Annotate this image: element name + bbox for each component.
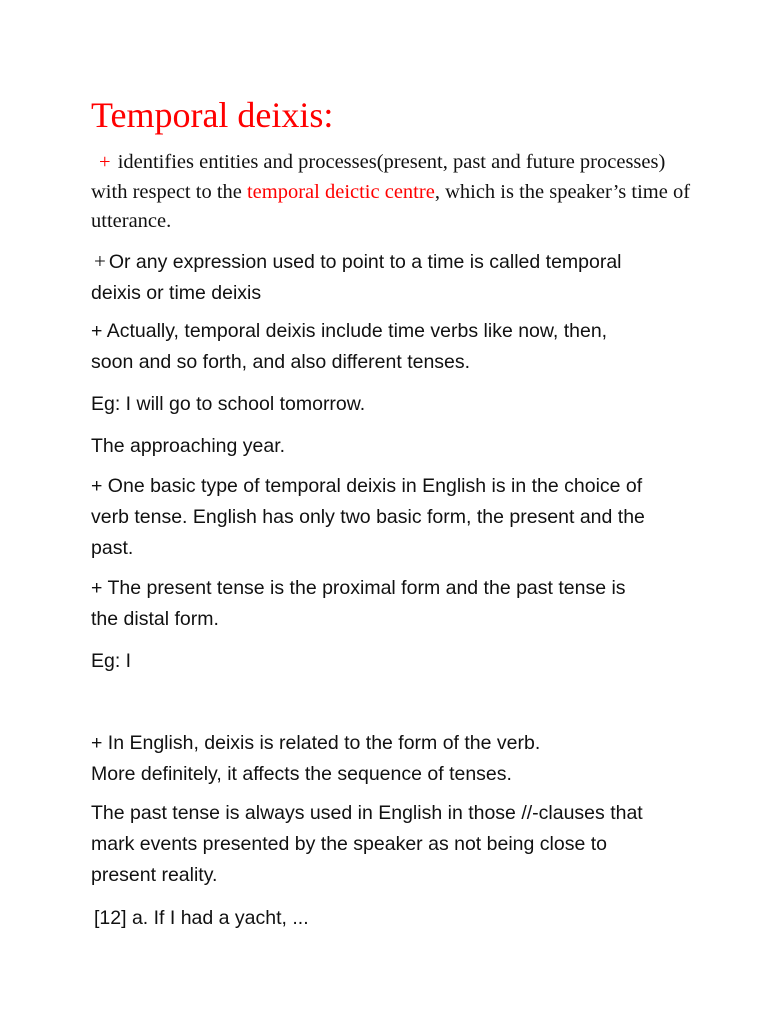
page-title: Temporal deixis: <box>91 95 334 135</box>
example-phrase <box>91 431 711 462</box>
numbered-example <box>94 903 714 934</box>
text-line: The approaching year. <box>91 435 286 457</box>
definition-text-start: identifies entities and processes(present, past and future processes) with respect to the <box>91 151 666 203</box>
text-line: past. <box>91 537 134 559</box>
plus-bullet: + <box>94 249 106 273</box>
paragraph-time-verbs <box>91 316 711 378</box>
text-line: More definitely, it affects the sequence of tenses. <box>91 763 512 785</box>
text-line: the distal form. <box>91 608 219 630</box>
text-line: soon and so forth, and also different tenses. <box>91 351 471 373</box>
paragraph-verb-tense <box>91 471 711 564</box>
text-line: + In English, deixis is related to the form of the verb. <box>91 732 541 754</box>
text-line: present reality. <box>91 864 218 886</box>
paragraph-time-deixis-definition <box>91 246 711 309</box>
text-line: + One basic type of temporal deixis in English is in the choice of <box>91 475 643 497</box>
text-line: [12] a. If I had a yacht, ... <box>94 907 309 929</box>
text-line: mark events presented by the speaker as not being close to <box>91 833 607 855</box>
plus-bullet: + <box>99 151 111 173</box>
paragraph-past-tense-clauses <box>91 798 711 891</box>
highlighted-term: temporal deictic centre <box>246 180 435 203</box>
text-line: deixis or time deixis <box>91 282 262 304</box>
definition-paragraph <box>91 148 701 237</box>
text-line: The past tense is always used in English in those //-clauses that <box>91 802 643 824</box>
text-line <box>91 246 711 278</box>
paragraph-proximal-distal <box>91 573 711 635</box>
text-line-content: Or any expression used to point to a time is called temporal <box>108 251 622 273</box>
example-fragment <box>91 646 711 677</box>
text-line: Eg: I <box>91 650 132 672</box>
text-line: + The present tense is the proximal form and the past tense is <box>91 577 626 599</box>
definition-text-end: , which is the speaker’s time of utterance. <box>91 180 691 232</box>
text-line: + Actually, temporal deixis include time verbs like now, then, <box>91 320 608 342</box>
text-line: Eg: I will go to school tomorrow. <box>91 393 366 415</box>
example-sentence <box>91 389 711 420</box>
text-line: verb tense. English has only two basic form, the present and the <box>91 506 645 528</box>
paragraph-sequence-of-tenses <box>91 728 711 790</box>
